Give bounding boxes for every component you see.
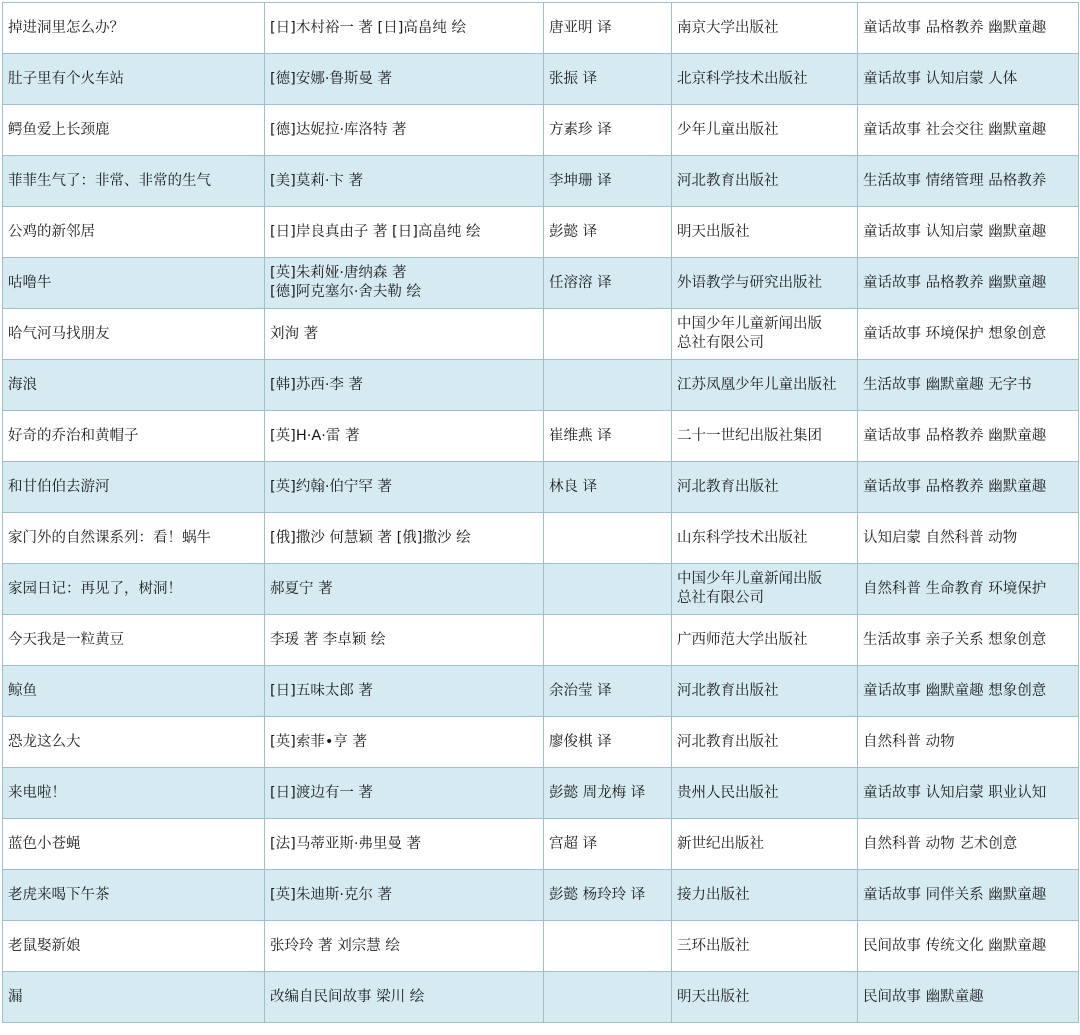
book-author-cell: [韩]苏西·李 著 bbox=[265, 360, 544, 411]
book-publisher-cell: 南京大学出版社 bbox=[672, 3, 858, 54]
book-publisher-cell: 中国少年儿童新闻出版 总社有限公司 bbox=[672, 564, 858, 615]
book-publisher-cell: 明天出版社 bbox=[672, 207, 858, 258]
book-translator-cell: 李坤珊 译 bbox=[544, 156, 672, 207]
book-translator-cell: 彭懿 译 bbox=[544, 207, 672, 258]
book-translator-cell: 崔维燕 译 bbox=[544, 411, 672, 462]
book-row bbox=[3, 615, 1079, 666]
book-title-cell: 菲菲生气了：非常、非常的生气 bbox=[3, 156, 265, 207]
book-translator-cell: 方素珍 译 bbox=[544, 105, 672, 156]
book-author-cell: [英]约翰·伯宁罕 著 bbox=[265, 462, 544, 513]
book-tags-cell: 童话故事 社会交往 幽默童趣 bbox=[858, 105, 1079, 156]
book-author-cell: [英]朱莉娅·唐纳森 著 [德]阿克塞尔·舍夫勒 绘 bbox=[265, 258, 544, 309]
book-author-cell: [日]五味太郎 著 bbox=[265, 666, 544, 717]
book-row bbox=[3, 105, 1079, 156]
book-row bbox=[3, 513, 1079, 564]
book-row bbox=[3, 870, 1079, 921]
book-tags-cell: 自然科普 动物 bbox=[858, 717, 1079, 768]
book-tags-cell: 童话故事 品格教养 幽默童趣 bbox=[858, 462, 1079, 513]
book-title-cell: 海浪 bbox=[3, 360, 265, 411]
book-title-cell: 咕噜牛 bbox=[3, 258, 265, 309]
book-translator-cell: 廖俊棋 译 bbox=[544, 717, 672, 768]
book-author-cell: [德]安娜·鲁斯曼 著 bbox=[265, 54, 544, 105]
book-tags-cell: 生活故事 情绪管理 品格教养 bbox=[858, 156, 1079, 207]
book-title-cell: 恐龙这么大 bbox=[3, 717, 265, 768]
book-title-cell: 来电啦！ bbox=[3, 768, 265, 819]
book-tags-cell: 民间故事 传统文化 幽默童趣 bbox=[858, 921, 1079, 972]
book-publisher-cell: 河北教育出版社 bbox=[672, 717, 858, 768]
book-publisher-cell: 新世纪出版社 bbox=[672, 819, 858, 870]
book-tags-cell: 生活故事 亲子关系 想象创意 bbox=[858, 615, 1079, 666]
book-tags-cell: 自然科普 生命教育 环境保护 bbox=[858, 564, 1079, 615]
book-row bbox=[3, 258, 1079, 309]
book-publisher-cell: 外语教学与研究出版社 bbox=[672, 258, 858, 309]
book-title-cell: 鳄鱼爱上长颈鹿 bbox=[3, 105, 265, 156]
book-author-cell: 李瑗 著 李卓颖 绘 bbox=[265, 615, 544, 666]
book-title-cell: 和甘伯伯去游河 bbox=[3, 462, 265, 513]
book-list-body bbox=[3, 3, 1079, 1023]
book-row bbox=[3, 462, 1079, 513]
book-translator-cell: 宫超 译 bbox=[544, 819, 672, 870]
book-translator-cell bbox=[544, 360, 672, 411]
book-author-cell: [俄]撒沙 何慧颖 著 [俄]撒沙 绘 bbox=[265, 513, 544, 564]
book-title-cell: 公鸡的新邻居 bbox=[3, 207, 265, 258]
book-title-cell: 肚子里有个火车站 bbox=[3, 54, 265, 105]
book-translator-cell bbox=[544, 309, 672, 360]
book-title-cell: 掉进洞里怎么办？ bbox=[3, 3, 265, 54]
book-title-cell: 家园日记：再见了，树洞！ bbox=[3, 564, 265, 615]
book-author-cell: [英]索菲•亨 著 bbox=[265, 717, 544, 768]
book-title-cell: 好奇的乔治和黄帽子 bbox=[3, 411, 265, 462]
book-publisher-cell: 江苏凤凰少年儿童出版社 bbox=[672, 360, 858, 411]
book-tags-cell: 生活故事 幽默童趣 无字书 bbox=[858, 360, 1079, 411]
book-row bbox=[3, 156, 1079, 207]
book-publisher-cell: 中国少年儿童新闻出版 总社有限公司 bbox=[672, 309, 858, 360]
book-row bbox=[3, 564, 1079, 615]
book-tags-cell: 童话故事 环境保护 想象创意 bbox=[858, 309, 1079, 360]
book-translator-cell: 唐亚明 译 bbox=[544, 3, 672, 54]
book-author-cell: 郝夏宁 著 bbox=[265, 564, 544, 615]
book-translator-cell bbox=[544, 615, 672, 666]
book-author-cell: 刘洵 著 bbox=[265, 309, 544, 360]
book-tags-cell: 童话故事 品格教养 幽默童趣 bbox=[858, 258, 1079, 309]
book-translator-cell bbox=[544, 972, 672, 1023]
book-translator-cell: 余治莹 译 bbox=[544, 666, 672, 717]
book-row bbox=[3, 768, 1079, 819]
book-title-cell: 蓝色小苍蝇 bbox=[3, 819, 265, 870]
book-row bbox=[3, 972, 1079, 1023]
book-publisher-cell: 明天出版社 bbox=[672, 972, 858, 1023]
book-row bbox=[3, 666, 1079, 717]
book-translator-cell: 林良 译 bbox=[544, 462, 672, 513]
book-publisher-cell: 河北教育出版社 bbox=[672, 666, 858, 717]
book-title-cell: 哈气河马找朋友 bbox=[3, 309, 265, 360]
book-row bbox=[3, 54, 1079, 105]
book-translator-cell: 张振 译 bbox=[544, 54, 672, 105]
book-tags-cell: 民间故事 幽默童趣 bbox=[858, 972, 1079, 1023]
book-translator-cell bbox=[544, 564, 672, 615]
book-author-cell: [日]渡边有一 著 bbox=[265, 768, 544, 819]
book-publisher-cell: 接力出版社 bbox=[672, 870, 858, 921]
book-tags-cell: 童话故事 幽默童趣 想象创意 bbox=[858, 666, 1079, 717]
book-author-cell: [日]木村裕一 著 [日]高畠纯 绘 bbox=[265, 3, 544, 54]
book-author-cell: 改编自民间故事 梁川 绘 bbox=[265, 972, 544, 1023]
book-tags-cell: 童话故事 品格教养 幽默童趣 bbox=[858, 411, 1079, 462]
book-row bbox=[3, 819, 1079, 870]
book-publisher-cell: 河北教育出版社 bbox=[672, 462, 858, 513]
book-author-cell: [美]莫莉·卞 著 bbox=[265, 156, 544, 207]
book-publisher-cell: 贵州人民出版社 bbox=[672, 768, 858, 819]
book-row bbox=[3, 921, 1079, 972]
book-publisher-cell: 三环出版社 bbox=[672, 921, 858, 972]
book-row bbox=[3, 360, 1079, 411]
book-tags-cell: 童话故事 认知启蒙 人体 bbox=[858, 54, 1079, 105]
book-author-cell: [英]H·A·雷 著 bbox=[265, 411, 544, 462]
book-title-cell: 鲸鱼 bbox=[3, 666, 265, 717]
book-row bbox=[3, 3, 1079, 54]
book-author-cell: [法]马蒂亚斯·弗里曼 著 bbox=[265, 819, 544, 870]
book-translator-cell: 彭懿 杨玲玲 译 bbox=[544, 870, 672, 921]
book-author-cell: [德]达妮拉·库洛特 著 bbox=[265, 105, 544, 156]
book-publisher-cell: 河北教育出版社 bbox=[672, 156, 858, 207]
book-author-cell: [英]朱迪斯·克尔 著 bbox=[265, 870, 544, 921]
book-translator-cell: 彭懿 周龙梅 译 bbox=[544, 768, 672, 819]
book-tags-cell: 认知启蒙 自然科普 动物 bbox=[858, 513, 1079, 564]
book-title-cell: 老鼠娶新娘 bbox=[3, 921, 265, 972]
book-list-table bbox=[2, 2, 1079, 1023]
book-publisher-cell: 北京科学技术出版社 bbox=[672, 54, 858, 105]
book-author-cell: [日]岸良真由子 著 [日]高畠纯 绘 bbox=[265, 207, 544, 258]
book-tags-cell: 自然科普 动物 艺术创意 bbox=[858, 819, 1079, 870]
book-publisher-cell: 少年儿童出版社 bbox=[672, 105, 858, 156]
book-tags-cell: 童话故事 认知启蒙 职业认知 bbox=[858, 768, 1079, 819]
book-row bbox=[3, 207, 1079, 258]
book-translator-cell bbox=[544, 921, 672, 972]
book-tags-cell: 童话故事 认知启蒙 幽默童趣 bbox=[858, 207, 1079, 258]
book-tags-cell: 童话故事 品格教养 幽默童趣 bbox=[858, 3, 1079, 54]
book-title-cell: 漏 bbox=[3, 972, 265, 1023]
book-translator-cell bbox=[544, 513, 672, 564]
book-row bbox=[3, 411, 1079, 462]
book-tags-cell: 童话故事 同伴关系 幽默童趣 bbox=[858, 870, 1079, 921]
book-row bbox=[3, 309, 1079, 360]
book-row bbox=[3, 717, 1079, 768]
book-publisher-cell: 山东科学技术出版社 bbox=[672, 513, 858, 564]
book-publisher-cell: 二十一世纪出版社集团 bbox=[672, 411, 858, 462]
book-title-cell: 今天我是一粒黄豆 bbox=[3, 615, 265, 666]
book-title-cell: 老虎来喝下午茶 bbox=[3, 870, 265, 921]
book-title-cell: 家门外的自然课系列：看！蜗牛 bbox=[3, 513, 265, 564]
book-publisher-cell: 广西师范大学出版社 bbox=[672, 615, 858, 666]
book-translator-cell: 任溶溶 译 bbox=[544, 258, 672, 309]
book-author-cell: 张玲玲 著 刘宗慧 绘 bbox=[265, 921, 544, 972]
